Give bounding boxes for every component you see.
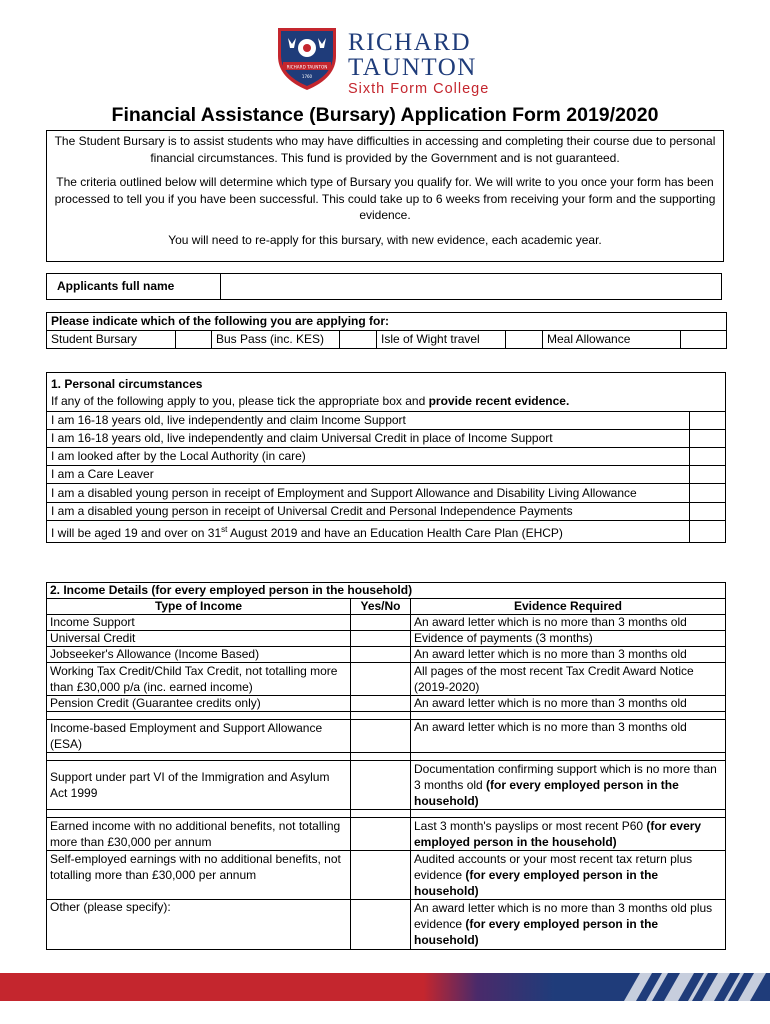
college-name — [348, 30, 518, 98]
college-name-line1: RICHARD — [348, 29, 472, 56]
circumstance-item: I am 16-18 years old, live independently and claim Universal Credit in place of Income Support — [47, 430, 690, 448]
income-type: Jobseeker's Allowance (Income Based) — [47, 647, 351, 663]
option-bus-pass-label: Bus Pass (inc. KES) — [212, 331, 340, 349]
intro-paragraph-3: You will need to re-apply for this bursary, with new evidence, each academic year. — [168, 232, 602, 247]
personal-circumstances-table — [46, 372, 726, 543]
col-type-of-income: Type of Income — [47, 599, 351, 615]
ehcp-text-sup: st — [221, 525, 228, 534]
circumstance-checkbox[interactable] — [690, 521, 726, 543]
income-yes-no-field[interactable] — [351, 647, 411, 663]
applicant-name-label: Applicants full name — [47, 274, 221, 300]
income-details-table — [46, 582, 726, 950]
option-iow-travel-checkbox[interactable] — [506, 331, 543, 349]
income-type-other: Other (please specify): — [47, 900, 351, 950]
income-evidence: Documentation confirming support which is no more than 3 months old (for every employed person in the household) — [411, 761, 726, 810]
personal-circumstances-heading: 1. Personal circumstances — [51, 377, 203, 391]
col-evidence-required: Evidence Required — [411, 599, 726, 615]
income-yes-no-field[interactable] — [351, 615, 411, 631]
ehcp-text-b: August 2019 and have an Education Health Care Plan (EHCP) — [227, 526, 563, 540]
income-evidence: Evidence of payments (3 months) — [411, 631, 726, 647]
income-evidence: All pages of the most recent Tax Credit Award Notice (2019-2020) — [411, 663, 726, 696]
applying-for-table — [46, 312, 727, 349]
circumstance-checkbox[interactable] — [690, 412, 726, 430]
option-meal-allowance-checkbox[interactable] — [681, 331, 727, 349]
income-yes-no-field[interactable] — [351, 900, 411, 950]
circumstance-item: I am a disabled young person in receipt of Employment and Support Allowance and Disability Living Allowance — [47, 484, 690, 503]
income-yes-no-field[interactable] — [351, 663, 411, 696]
option-meal-allowance-label: Meal Allowance — [543, 331, 681, 349]
college-name-line3: Sixth Form College — [348, 81, 490, 97]
income-evidence: Last 3 month's payslips or most recent P60 (for every employed person in the household) — [411, 818, 726, 851]
college-name-line2: TAUNTON — [348, 54, 477, 81]
option-iow-travel-label: Isle of Wight travel — [377, 331, 506, 349]
income-type: Support under part VI of the Immigration and Asylum Act 1999 — [47, 761, 351, 810]
form-title: Financial Assistance (Bursary) Application Form 2019/2020 — [111, 104, 659, 126]
income-evidence: Audited accounts or your most recent tax return plus evidence (for every employed person in the household) — [411, 851, 726, 900]
college-crest-icon — [270, 22, 344, 92]
col-yes-no: Yes/No — [351, 599, 411, 615]
circumstance-item-ehcp — [47, 521, 690, 543]
circumstance-item: I am looked after by the Local Authority (in care) — [47, 448, 690, 466]
footer-decorative-strip — [0, 973, 770, 1001]
income-evidence: An award letter which is no more than 3 months old — [411, 696, 726, 712]
income-evidence: An award letter which is no more than 3 months old — [411, 720, 726, 753]
personal-instruction: If any of the following apply to you, please tick the appropriate box and — [51, 394, 429, 408]
income-evidence: An award letter which is no more than 3 months old — [411, 647, 726, 663]
option-bus-pass-checkbox[interactable] — [340, 331, 377, 349]
applying-for-heading: Please indicate which of the following you are applying for: — [47, 313, 727, 331]
circumstance-checkbox[interactable] — [690, 466, 726, 484]
intro-paragraph-2: The criteria outlined below will determine which type of Bursary you qualify for. We will write to you once your form has been processed to tell you if you have been successful. This could take up to 6 weeks from receiving your form and the supporting evidence. — [54, 175, 716, 222]
intro-paragraph-1: The Student Bursary is to assist students who may have difficulties in accessing and completing their course due to personal financial circumstances. This fund is provided by the Government and is not guaranteed. — [54, 134, 716, 165]
personal-circumstances-header — [47, 373, 726, 412]
circumstance-checkbox[interactable] — [690, 430, 726, 448]
circumstance-checkbox[interactable] — [690, 484, 726, 503]
income-yes-no-field[interactable] — [351, 696, 411, 712]
circumstance-item: I am a disabled young person in receipt of Universal Credit and Personal Independence Payments — [47, 503, 690, 521]
ehcp-text-a: I will be aged 19 and over on 31 — [51, 526, 222, 540]
income-type: Universal Credit — [47, 631, 351, 647]
income-yes-no-field[interactable] — [351, 851, 411, 900]
applicant-name-table — [46, 273, 722, 300]
svg-text:RICHARD TAUNTON: RICHARD TAUNTON — [286, 64, 328, 70]
income-yes-no-field[interactable] — [351, 818, 411, 851]
income-yes-no-field[interactable] — [351, 631, 411, 647]
circumstance-item: I am a Care Leaver — [47, 466, 690, 484]
income-type: Pension Credit (Guarantee credits only) — [47, 696, 351, 712]
income-yes-no-field[interactable] — [351, 761, 411, 810]
circumstance-checkbox[interactable] — [690, 503, 726, 521]
college-logo — [270, 22, 510, 97]
circumstance-item: I am 16-18 years old, live independently and claim Income Support — [47, 412, 690, 430]
income-type: Earned income with no additional benefits, not totalling more than £30,000 per annum — [47, 818, 351, 851]
income-type: Working Tax Credit/Child Tax Credit, not totalling more than £30,000 p/a (inc. earned income) — [47, 663, 351, 696]
intro-box — [46, 130, 724, 262]
personal-instruction-bold: provide recent evidence. — [428, 394, 570, 408]
circumstance-checkbox[interactable] — [690, 448, 726, 466]
svg-text:1760: 1760 — [301, 74, 313, 79]
income-heading: 2. Income Details (for every employed person in the household) — [47, 583, 726, 599]
option-student-bursary-label: Student Bursary — [47, 331, 176, 349]
income-evidence: An award letter which is no more than 3 months old — [411, 615, 726, 631]
income-type: Income Support — [47, 615, 351, 631]
income-type: Income-based Employment and Support Allowance (ESA) — [47, 720, 351, 753]
income-type: Self-employed earnings with no additional benefits, not totalling more than £30,000 per annum — [47, 851, 351, 900]
income-yes-no-field[interactable] — [351, 720, 411, 753]
income-evidence: An award letter which is no more than 3 months old plus evidence (for every employed person in the household) — [411, 900, 726, 950]
applicant-name-field[interactable] — [221, 274, 722, 300]
option-student-bursary-checkbox[interactable] — [176, 331, 212, 349]
